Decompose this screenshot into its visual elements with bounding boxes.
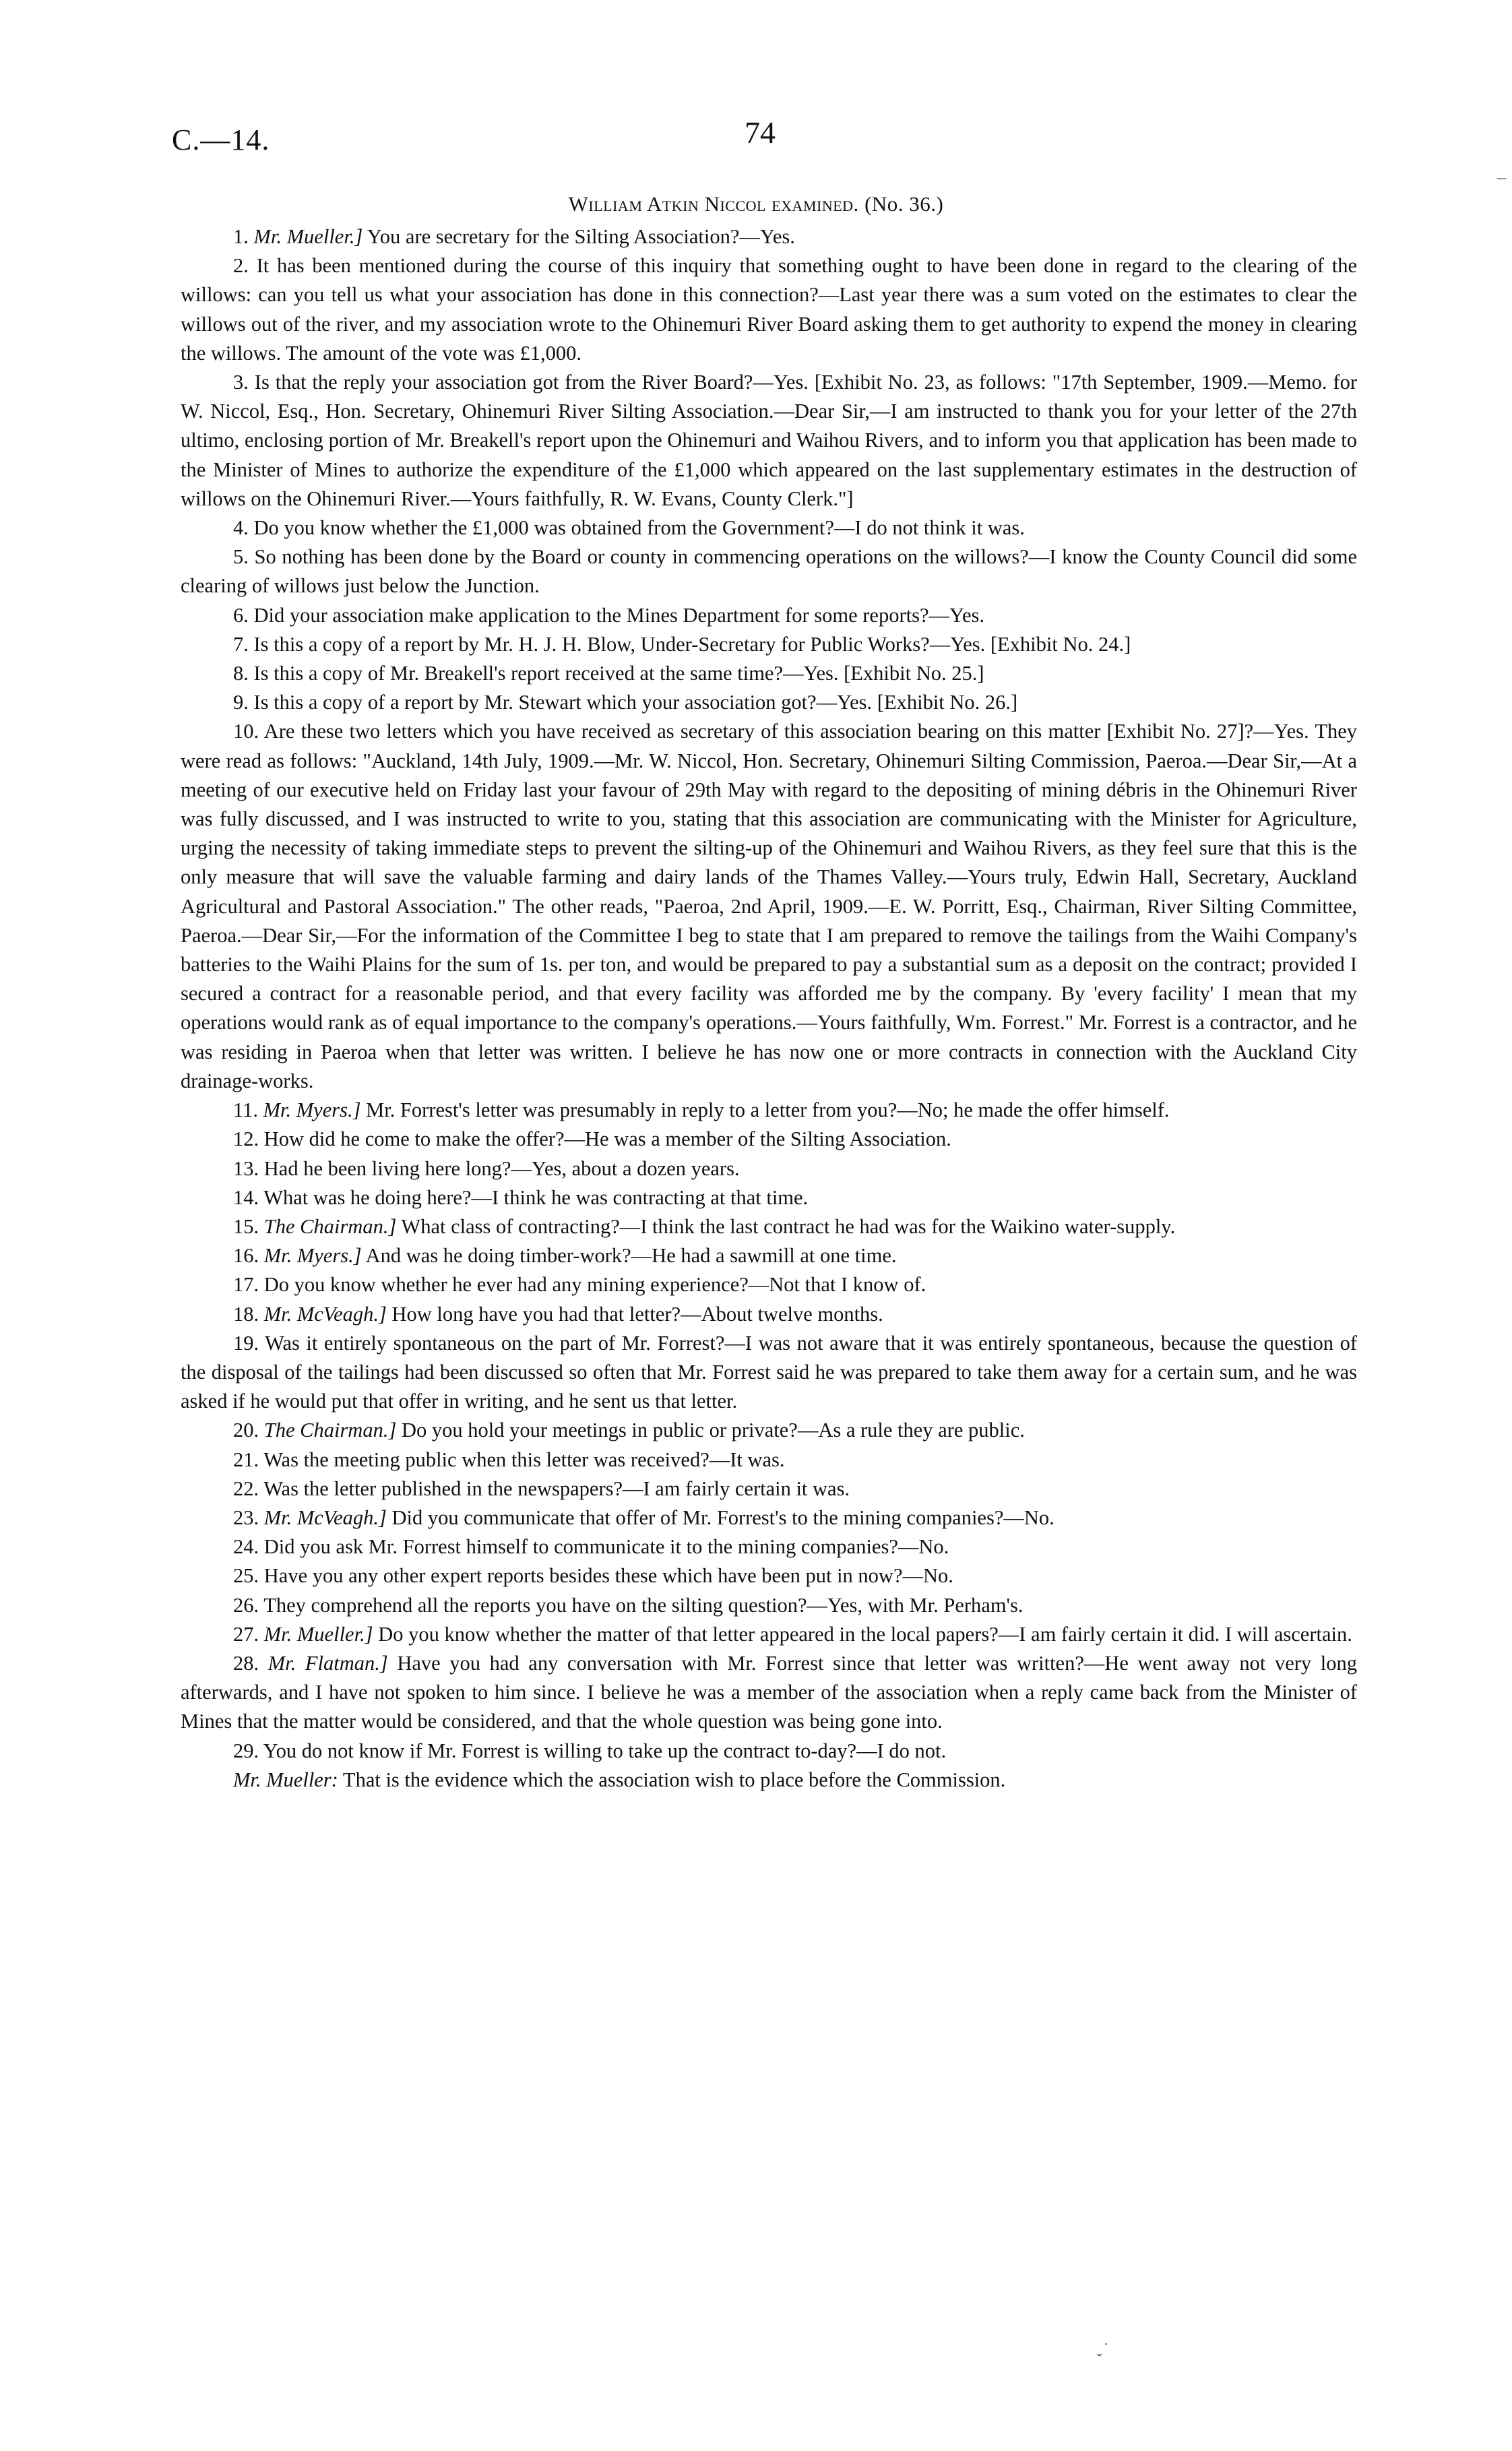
question-answer-text: They comprehend all the reports you have on the silting question?—Yes, with Mr. Perham's. [263,1593,1023,1617]
question-answer-text: Do you know whether he ever had any mining experience?—Not that I know of. [263,1273,926,1297]
testimony-paragraph [181,659,1357,688]
question-number: 12. [233,1127,259,1151]
speaker-label: The Chairman.] [263,1419,397,1442]
question-number: 7. [233,632,249,656]
witness-name: William Atkin Niccol examined. [568,192,859,216]
question-number: 10. [233,720,259,743]
question-answer-text: What was he doing here?—I think he was contracting at that time. [263,1185,809,1209]
question-answer-text: Did you ask Mr. Forrest himself to communicate it to the mining companies?—No. [263,1535,949,1559]
question-answer-text: How long have you had that letter?—About twelve months. [386,1302,883,1326]
question-answer-text: Do you hold your meetings in public or private?—As a rule they are public. [396,1419,1025,1442]
testimony-paragraph [181,1591,1357,1620]
testimony-paragraph [181,1300,1357,1329]
question-answer-text: Did your association make application to the Mines Department for some reports?—Yes. [253,603,984,627]
question-number: 2. [233,254,249,278]
margin-mark: ¯ [1497,177,1506,196]
testimony-paragraph [181,1096,1357,1125]
question-answer-text: Have you had any conversation with Mr. Forrest since that letter was written?—He went away not very long afterwards, and I have not spoken to him since. I believe he was a member of the association when a reply came back from the Minister of Mines that the matter would be considered, and that the whole question was being gone into. [181,1651,1358,1733]
question-number: 20. [233,1419,259,1442]
question-number: 18. [233,1302,259,1326]
question-number: 28. [233,1651,259,1675]
question-number: 22. [233,1477,259,1500]
question-answer-text: Is this a copy of a report by Mr. H. J. H. Blow, Under-Secretary for Public Works?—Yes. [Exhibit No. 24.] [253,632,1131,656]
testimony-paragraph [181,1446,1357,1475]
question-number: 23. [233,1506,259,1529]
question-answer-text: Was the meeting public when this letter was received?—It was. [263,1448,785,1471]
speaker-label: Mr. Myers.] [263,1098,361,1122]
testimony-paragraph [181,630,1357,659]
question-number: 5. [233,545,249,569]
question-number: 9. [233,691,249,714]
question-answer-text: You do not know if Mr. Forrest is willing to take up the contract to-day?—I do not. [263,1739,947,1762]
question-number: 1. [233,225,249,248]
question-answer-text: Do you know whether the matter of that letter appeared in the local papers?—I am fairly certain it did. I will ascertain. [373,1622,1352,1646]
testimony-paragraph [181,601,1357,630]
question-number: 3. [233,371,249,394]
question-number: 25. [233,1564,259,1588]
speaker-label: Mr. McVeagh.] [263,1506,387,1529]
testimony-paragraph [181,1416,1357,1445]
question-number: 19. [233,1331,259,1355]
question-number: 14. [233,1185,259,1209]
question-number: 11. [233,1098,258,1122]
question-number: 24. [233,1535,259,1559]
question-answer-text: Did you communicate that offer of Mr. Forrest's to the mining companies?—No. [386,1506,1054,1529]
testimony-paragraph [181,1329,1357,1417]
speaker-label: Mr. Mueller.] [263,1622,373,1646]
testimony-paragraph [181,1620,1357,1649]
question-number: 21. [233,1448,259,1471]
question-number: 17. [233,1273,259,1297]
speaker-label: Mr. Mueller: [233,1768,338,1791]
question-answer-text: Is this a copy of Mr. Breakell's report received at the same time?—Yes. [Exhibit No. 25.] [253,662,984,685]
testimony-paragraph [181,1503,1357,1532]
question-answer-text: And was he doing timber-work?—He had a sawmill at one time. [361,1244,897,1268]
testimony-paragraph [181,1649,1357,1737]
speaker-label: Mr. Flatman.] [267,1651,388,1675]
testimony-paragraph [181,1532,1357,1561]
testimony-paragraph [181,1270,1357,1299]
testimony-paragraph [181,1125,1357,1154]
page-number: 74 [745,115,776,150]
question-answer-text: So nothing has been done by the Board or county in commencing operations on the willows?—I know the County Council did some clearing of willows just below the Junction. [181,545,1358,598]
testimony-paragraph [181,514,1357,542]
print-speck: · [1104,2337,1108,2352]
testimony-paragraph [181,688,1357,717]
testimony-paragraph [181,1561,1357,1590]
closing-statement [181,1766,1357,1795]
testimony-paragraph [181,1475,1357,1503]
testimony-body [181,222,1357,1795]
question-number: 15. [233,1214,259,1238]
witness-heading [0,192,1512,216]
testimony-paragraph [181,542,1357,600]
question-number: 16. [233,1244,259,1268]
question-answer-text: It has been mentioned during the course of this inquiry that something ought to have been done in regard to the clearing of the willows: can you tell us what your association has done in this connection?—Last year there was a sum voted on the estimates to clear the willows out of the river, and my association wrote to the Ohinemuri River Board asking them to get authority to expend the money in clearing the willows. The amount of the vote was £1,000. [181,254,1358,365]
testimony-paragraph [181,1241,1357,1270]
question-answer-text: Had he been living here long?—Yes, about a dozen years. [263,1156,740,1180]
document-reference: C.—14. [172,123,270,156]
question-number: 27. [233,1622,259,1646]
question-answer-text: Was the letter published in the newspapers?—I am fairly certain it was. [263,1477,850,1500]
question-number: 26. [233,1593,259,1617]
testimony-paragraph [181,251,1357,368]
speaker-label: Mr. Mueller.] [253,225,363,248]
question-answer-text: You are secretary for the Silting Association?—Yes. [363,225,795,248]
question-number: 4. [233,516,249,540]
question-number: 8. [233,662,249,685]
question-answer-text: Do you know whether the £1,000 was obtained from the Government?—I do not think it was. [253,516,1025,540]
witness-number: (No. 36.) [864,192,944,216]
testimony-paragraph [181,717,1357,1096]
closing-text: That is the evidence which the association wish to place before the Commission. [338,1768,1006,1791]
print-mark: ˇ [1097,2351,1102,2367]
question-answer-text: Was it entirely spontaneous on the part of Mr. Forrest?—I was not aware that it was entirely spontaneous, because the question of the disposal of the tailings had been discussed so often that Mr. Forrest said he was prepared to take them away for a certain sum, and he was asked if he would put that offer in writing, and he sent us that letter. [181,1331,1357,1413]
speaker-label: The Chairman.] [263,1214,397,1238]
testimony-paragraph [181,1154,1357,1183]
question-answer-text: Is that the reply your association got from the River Board?—Yes. [Exhibit No. 23, as follows: "17th September, 1909.—Memo. for W. Niccol, Esq., Hon. Secretary, Ohinemuri River Silting Association.—Dear Sir,—I am instructed to thank you for your letter of the 27th ultimo, enclosing portion of Mr. Breakell's report upon the Ohinemuri and Waihou Rivers, and to inform you that application has been made to the Minister of Mines to authorize the expenditure of the £1,000 which appeared on the last supplementary estimates in the destruction of willows on the Ohinemuri River.—Yours faithfully, R. W. Evans, County Clerk."] [181,371,1357,510]
speaker-label: Mr. Myers.] [263,1244,362,1268]
speaker-label: Mr. McVeagh.] [263,1302,387,1326]
question-number: 29. [233,1739,259,1762]
question-answer-text: Mr. Forrest's letter was presumably in reply to a letter from you?—No; he made the offer himself. [360,1098,1170,1122]
question-answer-text: Is this a copy of a report by Mr. Stewart which your association got?—Yes. [Exhibit No. 26.] [253,691,1018,714]
question-number: 6. [233,603,249,627]
question-answer-text: Are these two letters which you have received as secretary of this association bearing on this matter [Exhibit No. 27]?—Yes. They were read as follows: "Auckland, 14th July, 1909.—Mr. W. Niccol, Hon. Secretary, Ohinemuri Silting Commission, Paeroa.—Dear Sir,—At a meeting of our executive held on Friday last your favour of 29th May with regard to the depositing of mining débris in the Ohinemuri River was fully discussed, and I was instructed to write to you, stating that this association are communicating with the Minister for Agriculture, urging the necessity of taking immediate steps to prevent the silting-up of the Ohinemuri and Waihou Rivers, as they feel sure that this is the only measure that will save the valuable farming and dairy lands of the Thames Valley.—Yours truly, Edwin Hall, Secretary, Auckland Agricultural and Pastoral Association." The other reads, "Paeroa, 2nd April, 1909.—E. W. Porritt, Esq., Chairman, River Silting Committee, Paeroa.—Dear Sir,—For the information of the Committee I beg to state that I am prepared to remove the tailings from the Waihi Company's batteries to the Waihi Plains for the sum of 1s. per ton, and would be prepared to pay a substantial sum as a deposit on the contract; provided I secured a contract for a reasonable period, and that every facility was afforded me by the company. By 'every facility' I mean that my operations would rank as of equal importance to the company's operations.—Yours faithfully, Wm. Forrest." Mr. Forrest is a contractor, and he was residing in Paeroa when that letter was written. I believe he has now one or more contracts in connection with the Auckland City drainage-works. [181,720,1357,1092]
testimony-paragraph [181,1737,1357,1766]
testimony-paragraph [181,1212,1357,1241]
question-number: 13. [233,1156,259,1180]
testimony-paragraph [181,1183,1357,1212]
question-answer-text: Have you any other expert reports besides these which have been put in now?—No. [263,1564,953,1588]
testimony-paragraph [181,368,1357,514]
question-answer-text: How did he come to make the offer?—He was a member of the Silting Association. [263,1127,951,1151]
page-header [0,115,1512,163]
testimony-paragraph [181,222,1357,251]
question-answer-text: What class of contracting?—I think the last contract he had was for the Waikino water-supply. [396,1214,1176,1238]
